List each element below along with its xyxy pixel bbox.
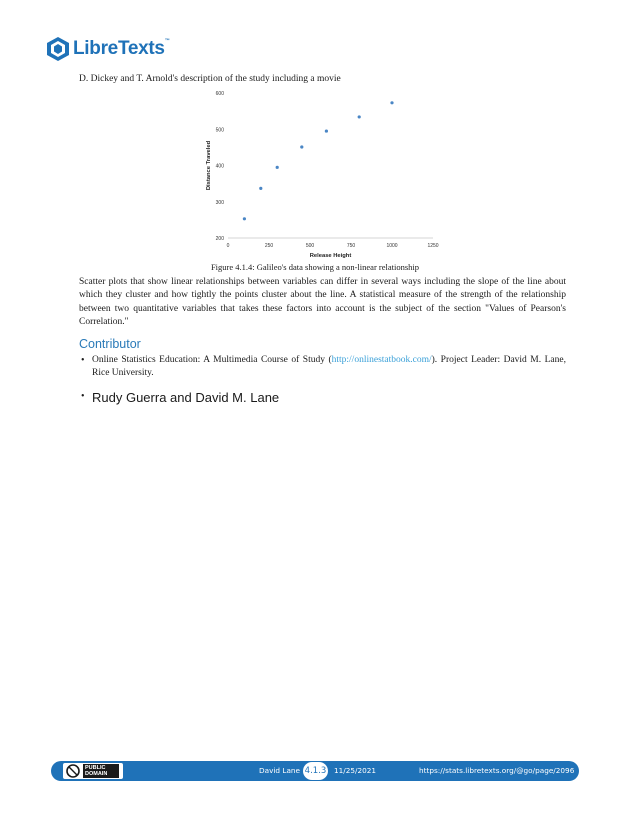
y-tick-label: 200 [215,236,224,242]
footer-url[interactable]: https://stats.libretexts.org/@go/page/2096 [419,766,575,775]
x-tick-label: 250 [264,243,274,249]
data-point [325,129,328,132]
x-tick-label: 750 [346,243,356,249]
contributor-heading: Contributor [79,337,141,351]
public-domain-badge[interactable] [63,763,123,779]
list-item: • Online Statistics Education: A Multimedia Course of Study (http://onlinestatbook.com/). Project Leader: David M. Lane, Rice University. [81,355,566,379]
footer-date: 11/25/2021 [334,766,377,775]
data-point [276,166,279,169]
y-axis-label: Distance Traveled [206,140,212,191]
data-point [259,187,262,190]
x-tick-label: 1000 [386,243,398,249]
x-tick-label: 1250 [427,243,439,249]
intro-text: D. Dickey and T. Arnold's description of the study including a movie [79,74,341,84]
libretexts-logo[interactable] [46,36,169,62]
public-domain-icon [66,764,80,778]
onlinestatbook-link[interactable]: http://onlinestatbook.com/ [331,355,432,365]
logo-text: LibreTexts™ [73,38,170,59]
list-item: • Rudy Guerra and David M. Lane [81,389,280,405]
scatter-chart [195,88,450,260]
figure-caption: Figure 4.1.4: Galileo's data showing a non-linear relationship [210,262,420,272]
x-tick-label: 500 [305,243,315,249]
page-footer [51,761,579,781]
y-tick-label: 300 [215,199,224,206]
x-tick-label: 0 [226,243,230,249]
data-point [390,101,393,104]
bullet: • [81,390,85,402]
libretexts-hexagon-icon [46,36,70,62]
scatter-chart-svg [195,88,450,260]
data-point [243,217,246,220]
contributor-list [79,354,566,405]
bullet: • [81,355,85,366]
x-axis-label: Release Height [309,253,352,259]
y-tick-label: 500 [215,127,224,134]
body-paragraph: Scatter plots that show linear relationships between variables can differ in several ways including the slope of the line about which they cluster and how tightly the points cluster about the line. A statistical measure of the strength of the relationship between two quantitative variables that takes these factors into account is the subject of the section "Values of Pearson's Correlation." [79,277,566,327]
footer-author: David Lane [259,766,301,775]
y-tick-label: 400 [215,163,224,170]
y-tick-label: 600 [215,91,224,97]
data-point [358,115,361,118]
page-number: 4.1.3 [303,762,328,780]
data-point [300,145,303,148]
license-label: PUBLIC DOMAIN [83,764,119,778]
